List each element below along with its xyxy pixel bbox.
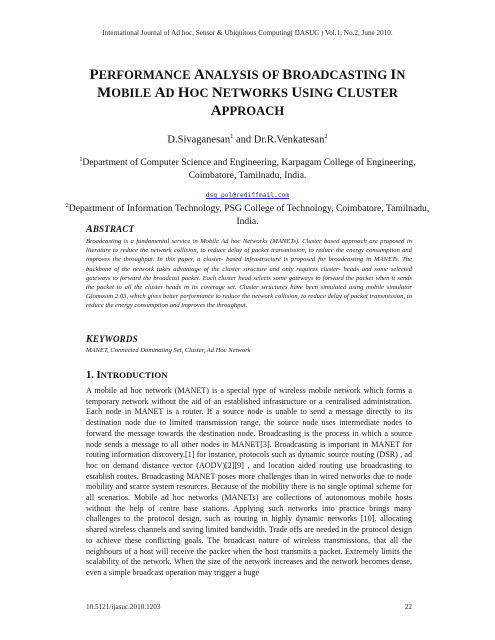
- title-line-2: MOBILE AD HOC NETWORKS USING CLUSTER: [96, 85, 399, 101]
- page-number: 22: [404, 603, 412, 611]
- author-email-link[interactable]: dsg_pol@rediffmail.com: [205, 192, 290, 199]
- footer-doi: 10.5121/ijasuc.2010.1203: [86, 603, 161, 611]
- affiliation-1: $^1$Department of Computer Science and Engineering, Karpagam College of Engineering, Coimbatore, Tamilnadu, India.: [79, 157, 416, 181]
- paper-title: [60, 66, 435, 120]
- introduction-heading: 1. INTRODUCTION: [86, 370, 168, 381]
- abstract-text: Broadcasting is a fundamental service in Mobile Ad hoc Networks (MANETs). Cluster based approach are proposed in literature to reduce the network collision, to reduce delay of packet transmission, to reduce the energy consumption and improves the throughput. In this paper, a cluster- based infrastructure is proposed for broadcasting in MANETs. The backbone of the network takes advantage of the cluster structure and only requires cluster- heads and some selected gateways to forward the broadcast packet. Each cluster head selects some gateways to forward the packet when it sends the packet to all the cluster heads in its coverage set. Cluster structures have been simulated using mobile simulator Glomosim 2.03, which gives better performance to reduce the network collision, to reduce delay of packet transmission, to reduce the energy consumption and improves the throughput.: [86, 238, 412, 310]
- author-2: Dr.R.Venkatesan: [253, 134, 325, 146]
- affiliation-2: $^2$Department of Information Technology, PSG College of Technology, Coimbatore, Tamilnadu, India.: [65, 203, 430, 227]
- title-line-1: PERFORMANCE ANALYSIS OF BROADCASTING IN: [89, 67, 406, 83]
- abstract-heading: ABSTRACT: [86, 224, 135, 235]
- author-1: D.Sivaganesan: [167, 134, 231, 146]
- author-line: D.Sivaganesan$^1$ and Dr.R.Venkatesan$^2$: [167, 133, 328, 146]
- keywords-heading: KEYWORDS: [86, 334, 138, 345]
- keywords-text: MANET, Connected Dominating Set, Cluster, Ad Hoc Network: [86, 347, 251, 354]
- introduction-text: A mobile ad hoc network (MANET) is a special type of wireless mobile network which forms a temporary network without the aid of an established infrastructure or a centralised administration. Each node in MANET is a router. If a source node is unable to send a message directly to its destination node due to limited transmission range, the source node uses intermediate nodes to forward the message towards the destination node. Broadcasting is the process in which a source node sends a message to all other nodes in MANET[3]. Broadcasting is important in MANET for routing information discovery.[1] for instance, protocols such as dynamic source routing (DSR) , ad hoc on demand distance vector (AODV)[2][9] , and location aided routing use broadcasting to establish routes. Broadcasting MANET poses more challenges than in wired networks due to node mobility and scarce system resources. Because of the mobility there is no single optimal scheme for all scenarios. Mobile ad hoc networks (MANETs) are collections of autonomous mobile hosts without the help of centre base stations. Applying such networks into practice brings many challenges to the protocol design, such as routing in highly dynamic networks [10], allocating shared wireless channels and saving limited bandwidth. Trade offs are needed in the protocol design to achieve these conflicting goals. The broadcast nature of wireless transmissions, that all the neighbours of a host will receive the packet when the host transmits a packet. Extremely limits the scalability of the network. When the size of the network increases and the network becomes dense, even a simple broadcast operation may trigger a huge: [86, 386, 412, 577]
- running-header: International Journal of Ad hoc, Sensor & Ubiquitous Computing( IJASUC ) Vol.1, No.2, June 2010.: [102, 29, 393, 37]
- title-line-3: APPROACH: [210, 103, 285, 119]
